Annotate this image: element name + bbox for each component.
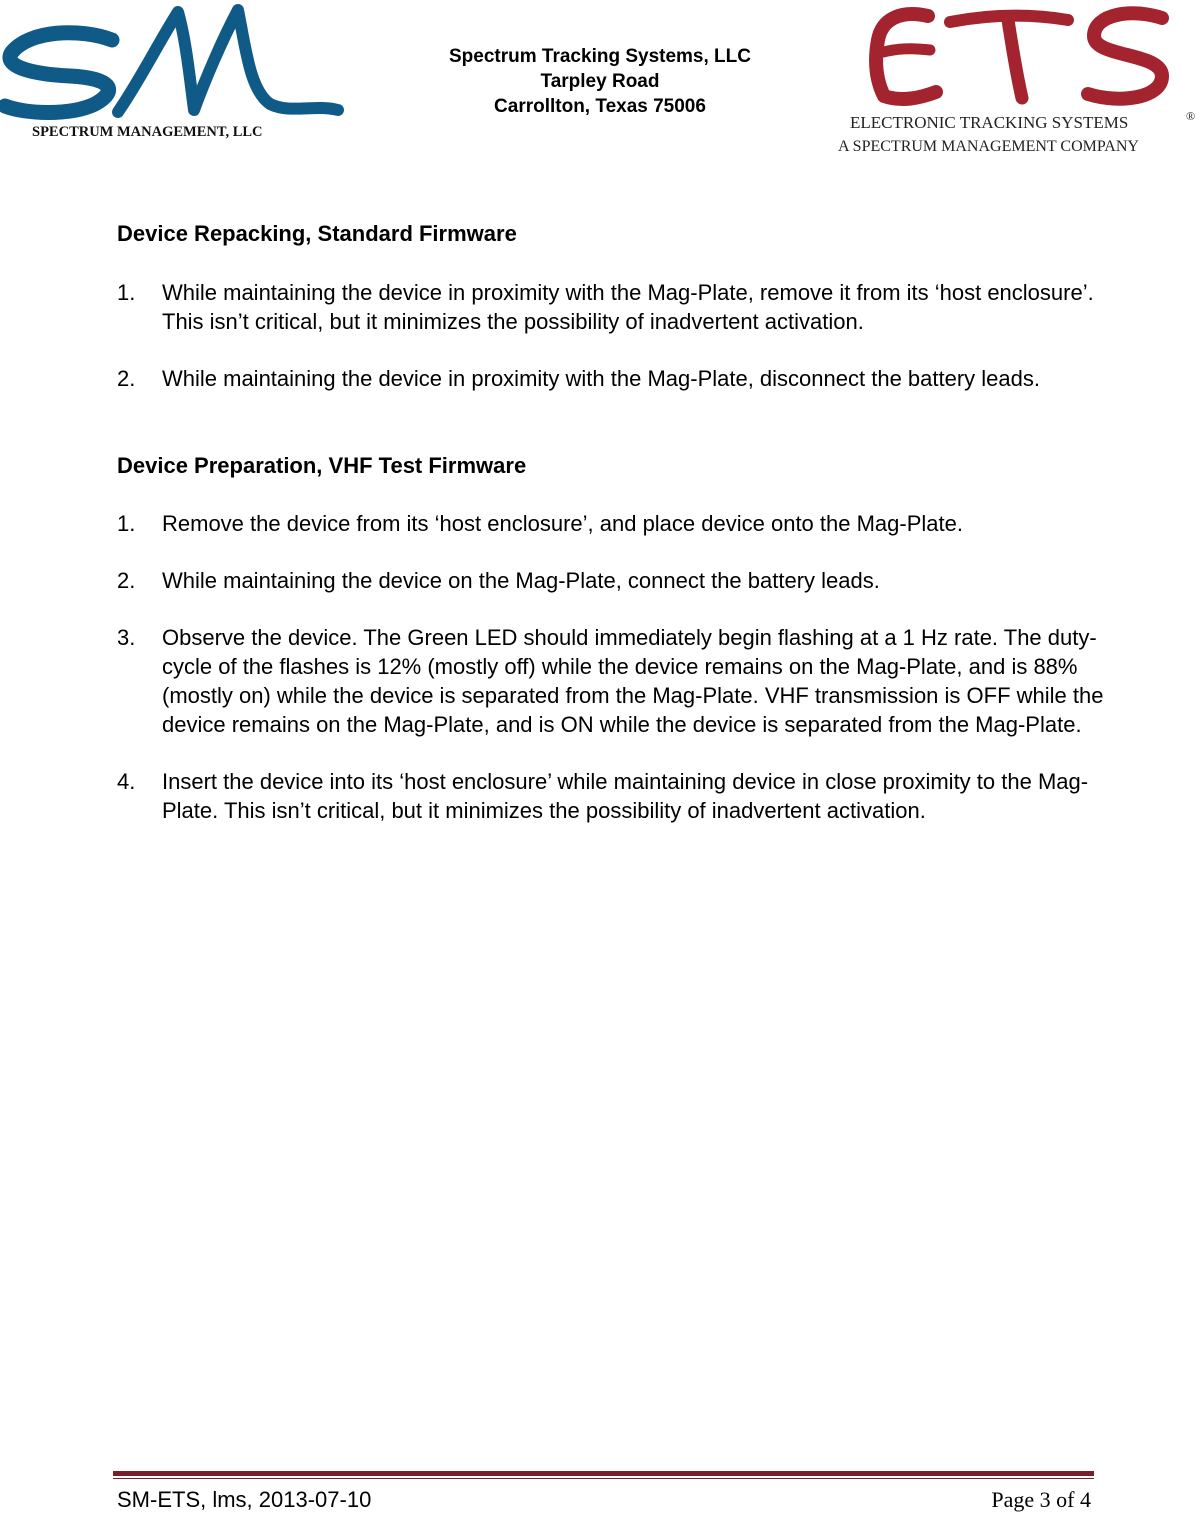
step-number: 1.	[117, 280, 136, 305]
footer-page-number: Page 3 of 4	[991, 1487, 1091, 1512]
company-city: Carrollton, Texas 75006	[494, 96, 706, 117]
list-item	[117, 623, 1107, 739]
section-title-repacking: Device Repacking, Standard Firmware	[117, 221, 517, 246]
step-text: While maintaining the device on the Mag-Plate, connect the battery leads.	[162, 568, 880, 593]
repacking-steps	[117, 278, 1107, 393]
ets-logo	[832, 0, 1204, 160]
step-text: Observe the device. The Green LED should immediately begin flashing at a 1 Hz rate. The duty-cycle of the flashes is 12% (mostly off) while the device remains on the Mag-Plate, and is 88% (mostly on) while the device is separated from the Mag-Plate. VHF transmission is OFF while the device remains on the Mag-Plate, and is ON while the device is separated from the Mag-Plate.	[162, 625, 1104, 737]
document-body	[117, 220, 1107, 825]
footer-divider	[113, 1471, 1094, 1476]
footer-divider-thin	[113, 1478, 1094, 1479]
right-logo-line1: ELECTRONIC TRACKING SYSTEMS	[850, 113, 1129, 132]
list-item	[117, 364, 1107, 393]
left-logo-name: SPECTRUM MANAGEMENT, LLC	[32, 124, 263, 140]
spectrum-management-logo	[0, 0, 350, 145]
vhf-prep-steps	[117, 509, 1107, 825]
company-street: Tarpley Road	[540, 71, 660, 92]
company-address-block	[395, 44, 805, 119]
step-number: 2.	[117, 366, 136, 391]
list-item	[117, 509, 1107, 538]
step-text: Remove the device from its ‘host enclosure’, and place device onto the Mag-Plate.	[162, 511, 963, 536]
step-text: While maintaining the device in proximity with the Mag-Plate, disconnect the battery leads.	[162, 366, 1040, 391]
step-text: While maintaining the device in proximity with the Mag-Plate, remove it from its ‘host enclosure’. This isn’t critical, but it minimizes the possibility of inadvertent activation.	[162, 280, 1094, 334]
registered-mark: ®	[1186, 109, 1196, 123]
step-text: Insert the device into its ‘host enclosure’ while maintaining device in close proximity to the Mag-Plate. This isn’t critical, but it minimizes the possibility of inadvertent activation.	[162, 769, 1089, 823]
list-item	[117, 566, 1107, 595]
step-number: 3.	[117, 625, 136, 650]
section-title-vhf-prep: Device Preparation, VHF Test Firmware	[117, 453, 527, 478]
step-number: 1.	[117, 511, 136, 536]
company-name: Spectrum Tracking Systems, LLC	[449, 46, 751, 67]
footer-document-id: SM-ETS, lms, 2013-07-10	[117, 1487, 372, 1512]
list-item	[117, 278, 1107, 336]
step-number: 4.	[117, 769, 136, 794]
right-logo-line2: A SPECTRUM MANAGEMENT COMPANY	[838, 138, 1139, 155]
step-number: 2.	[117, 568, 136, 593]
list-item	[117, 767, 1107, 825]
